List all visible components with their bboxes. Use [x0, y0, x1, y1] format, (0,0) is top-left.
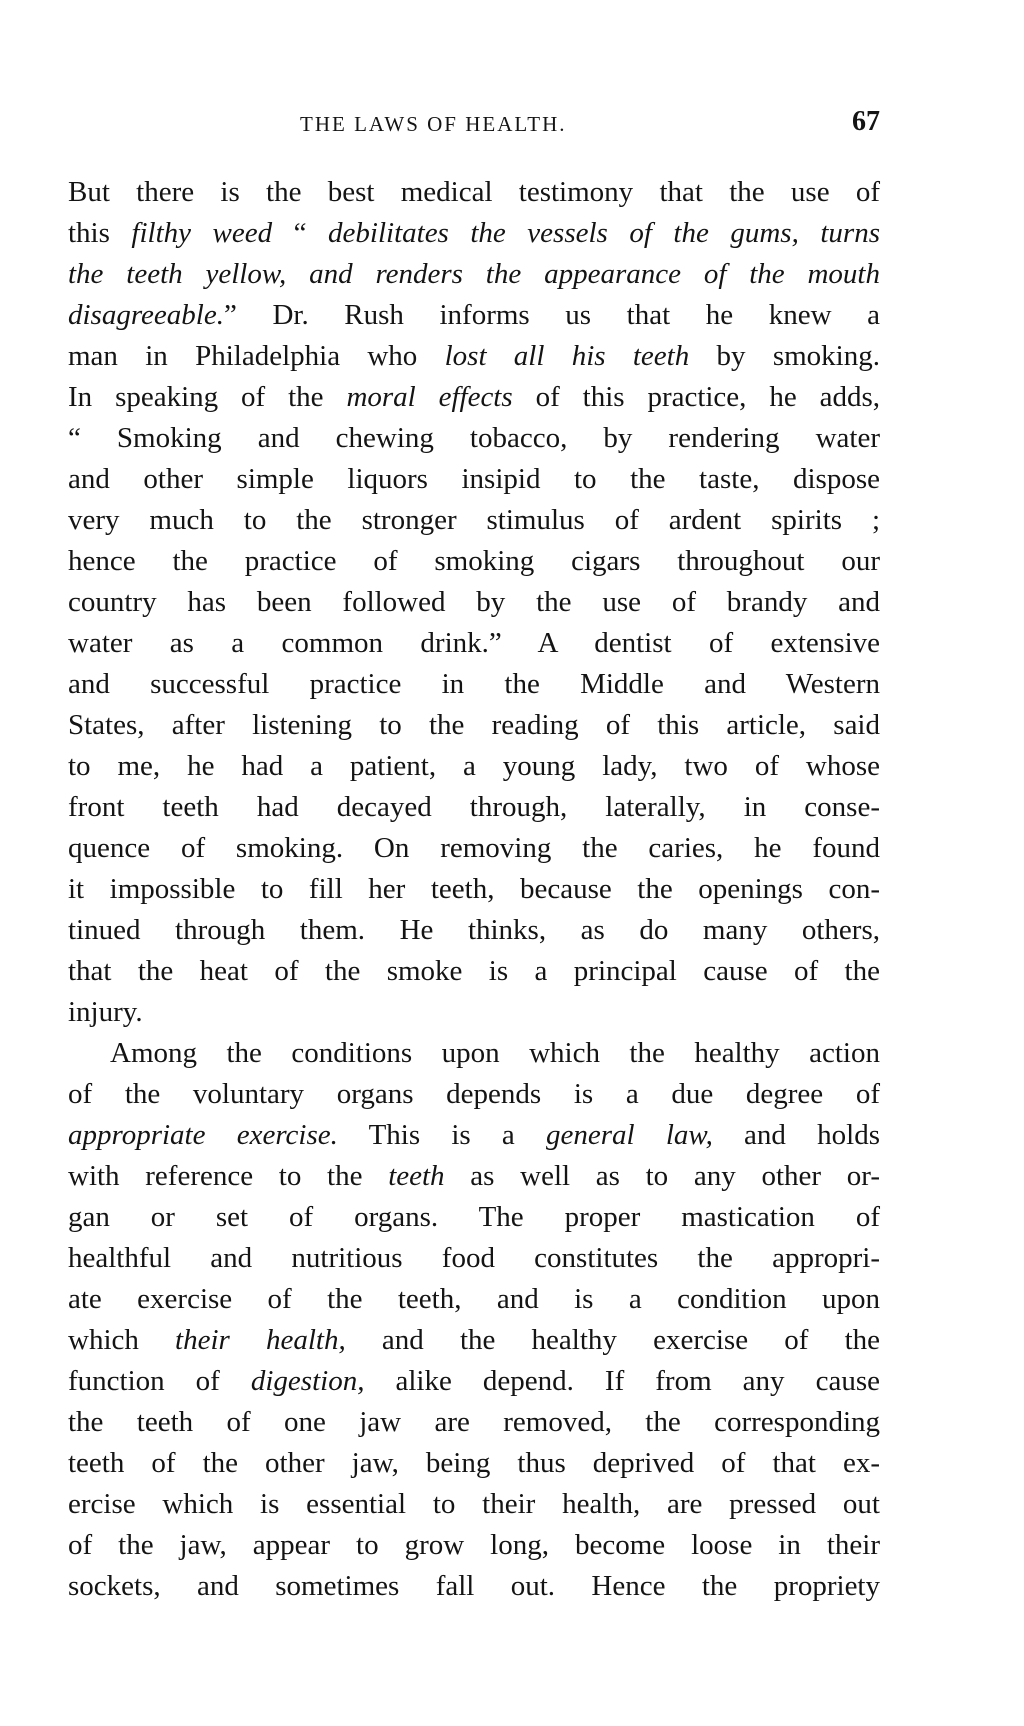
- text-line: appropriate exercise. This is a general law, and holds: [68, 1119, 880, 1151]
- text-line: function of digestion, alike depend. If from any cause: [68, 1365, 880, 1397]
- text-line: States, after listening to the reading of this article, said: [68, 709, 880, 741]
- text-line: “ Smoking and chewing tobacco, by rendering water: [68, 422, 880, 454]
- text-line: of the voluntary organs depends is a due degree of: [68, 1078, 880, 1110]
- text-line: Among the conditions upon which the healthy action: [110, 1037, 880, 1069]
- text-line: the teeth of one jaw are removed, the corresponding: [68, 1406, 880, 1438]
- text-line: country has been followed by the use of brandy and: [68, 586, 880, 618]
- text-line: In speaking of the moral effects of this practice, he adds,: [68, 381, 880, 413]
- text-line: man in Philadelphia who lost all his teeth by smoking.: [68, 340, 880, 372]
- text-line: very much to the stronger stimulus of ardent spirits ;: [68, 504, 880, 536]
- italic-phrase: moral effects: [346, 381, 513, 413]
- body-text: [68, 172, 880, 1607]
- text-line: this filthy weed “ debilitates the vessels of the gums, turns: [68, 217, 880, 249]
- paragraph-2: [68, 1033, 880, 1607]
- text-line: But there is the best medical testimony that the use of: [68, 176, 880, 208]
- text-line: disagreeable.” Dr. Rush informs us that he knew a: [68, 299, 880, 331]
- text-line: water as a common drink.” A dentist of extensive: [68, 627, 880, 659]
- italic-phrase: teeth: [388, 1160, 445, 1192]
- italic-phrase: disagreeable.: [68, 299, 224, 331]
- text-line: with reference to the teeth as well as to any other or-: [68, 1160, 880, 1192]
- italic-phrase: digestion,: [250, 1365, 365, 1397]
- text-line: quence of smoking. On removing the caries, he found: [68, 832, 880, 864]
- text-line: ate exercise of the teeth, and is a condition upon: [68, 1283, 880, 1315]
- text-line: and other simple liquors insipid to the taste, dispose: [68, 463, 880, 495]
- text-line: it impossible to fill her teeth, because the openings con-: [68, 873, 880, 905]
- italic-phrase: debilitates the vessels of the gums, turns: [328, 217, 880, 249]
- text-line: and successful practice in the Middle and Western: [68, 668, 880, 700]
- text-line: that the heat of the smoke is a principal cause of the: [68, 955, 880, 987]
- text-line: gan or set of organs. The proper mastication of: [68, 1201, 880, 1233]
- text-line: to me, he had a patient, a young lady, two of whose: [68, 750, 880, 782]
- running-title: THE LAWS OF HEALTH.: [300, 112, 567, 136]
- italic-phrase: appropriate exercise.: [68, 1119, 338, 1151]
- text-line: teeth of the other jaw, being thus deprived of that ex-: [68, 1447, 880, 1479]
- text-line: which their health, and the healthy exercise of the: [68, 1324, 880, 1356]
- paragraph-1: [68, 172, 880, 1033]
- text-line: healthful and nutritious food constitutes the appropri-: [68, 1242, 880, 1274]
- text-line: tinued through them. He thinks, as do many others,: [68, 914, 880, 946]
- text-line: of the jaw, appear to grow long, become loose in their: [68, 1529, 880, 1561]
- text-line: the teeth yellow, and renders the appearance of the mouth: [68, 258, 880, 290]
- running-head: [0, 106, 1024, 148]
- text-line: hence the practice of smoking cigars throughout our: [68, 545, 880, 577]
- text-line: ercise which is essential to their health, are pressed out: [68, 1488, 880, 1520]
- text-line: injury.: [68, 996, 143, 1028]
- italic-phrase: lost all his teeth: [444, 340, 690, 372]
- text-line: sockets, and sometimes fall out. Hence the propriety: [68, 1570, 880, 1602]
- page-number: 67: [852, 106, 880, 137]
- text-line: front teeth had decayed through, laterally, in conse-: [68, 791, 880, 823]
- italic-phrase: filthy weed: [131, 217, 273, 249]
- italic-phrase: their health,: [175, 1324, 346, 1356]
- italic-phrase: general law,: [546, 1119, 713, 1151]
